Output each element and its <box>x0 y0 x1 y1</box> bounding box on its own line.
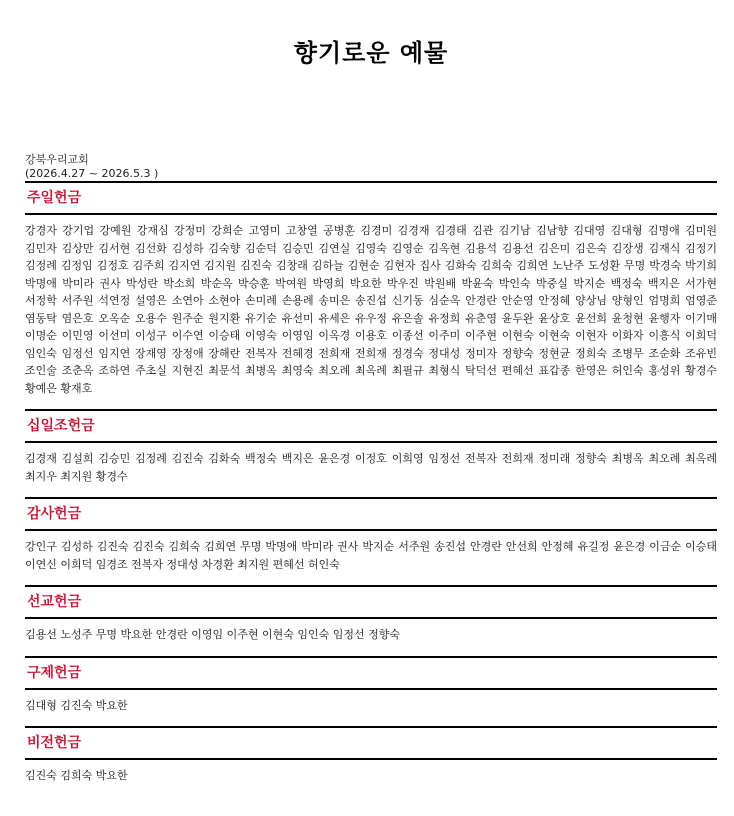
section-thanksgiving-offering <box>25 499 717 587</box>
section-title: 비전헌금 <box>27 735 82 751</box>
donor-names: 김진숙 김희숙 박요한 <box>25 769 128 782</box>
section-title: 구제헌금 <box>27 664 82 681</box>
donor-names: 김용선 노성주 무명 박요한 안경란 이영임 이주현 이현숙 임인숙 임정선 정향숙 <box>25 628 400 641</box>
section-title: 주일헌금 <box>27 190 82 206</box>
page-title: 향기로운 예물 <box>293 39 449 67</box>
donor-names: 김대형 김진숙 박요한 <box>25 698 128 712</box>
section-title: 선교헌금 <box>27 594 82 610</box>
section-mission-offering <box>25 587 717 658</box>
church-name: 강북우리교회 <box>25 153 89 166</box>
section-title: 감사헌금 <box>27 506 82 522</box>
section-sunday-offering <box>25 183 717 411</box>
donor-names: 김경재 김설희 김승민 김정례 김진숙 김화숙 백정숙 백지은 윤은경 이정호 이희영 임정선 전복자 전희재 정미래 정향숙 최병옥 최오례 최옥례 최지우 최지원 황경수 <box>25 452 717 483</box>
section-vision-offering <box>25 728 717 797</box>
donor-names: 강인구 김성하 김진숙 김진숙 김희숙 김희연 무명 박명애 박미라 권사 박지순 서주원 송진섭 안경란 안선희 안정혜 유길정 윤은경 이금순 이승태 이연신 이희덕 임경조 전복자 정대성 차경환 최지원 편혜선 허인숙 <box>25 540 717 571</box>
section-tithe <box>25 411 717 499</box>
section-relief-offering <box>25 658 717 729</box>
date-range: (2026.4.27 ~ 2026.5.3 ) <box>25 167 159 180</box>
donor-names: 강경자 강기업 강예원 강재심 강정미 강희순 고영미 고창열 공병훈 김경미 김경재 김경태 김관 김기남 김남향 김대영 김대형 김명애 김미원 김민자 김상만 김서현 김선화 김성하 김숙향 김순덕 김승민 김연실 김영숙 김영순 김옥현 김용석 김용선 김은미 김은숙 김장생 김재식 김정기 김정례 김정임 김정호 김주희 김지연 김지원 김진숙 김창래 김하늘 김현순 김현자 집사 김화숙 김희숙 김희연 노난주 도성환 무명 박경숙 박기희 박명애 박미라 권사 박성란 박소희 박순옥 박승훈 박여원 박영희 박요한 박우진 박원배 박윤숙 박인숙 박중실 박지순 백정숙 백지은 서가현 서정학 서주원 석연정 설영은 소연아 소현아 손미례 손용례 송미은 송진섭 신기동 심순옥 안경란 안순영 안정혜 양상님 양형인 엄명희 엄영준 염동탁 염은호 오옥순 오용수 원주순 원지환 유기순 유선미 유세은 유우정 유은솔 유정희 유춘영 윤두완 윤상호 윤선희 윤청현 윤행자 이기매 이명순 이민영 이선미 이성구 이수연 이승태 이영숙 이영임 이옥경 이용호 이종선 이주미 이주현 이현숙 이현숙 이현자 이화자 이흥식 이희덕 임인숙 임정선 임지연 장재영 장정애 장해란 전복자 전혜경 전희재 전희재 정경숙 정대성 정미자 정향숙 정현균 정희숙 조병무 조순화 조유빈 조인술 조춘옥 조하연 주초실 지현진 최문석 최병옥 최영숙 최오례 최옥례 최필규 최형식 탁덕선 편혜선 표갑종 한영은 허인숙 홍성위 황경수 황예은 황재호 <box>25 224 717 395</box>
section-title: 십일조헌금 <box>27 418 95 434</box>
